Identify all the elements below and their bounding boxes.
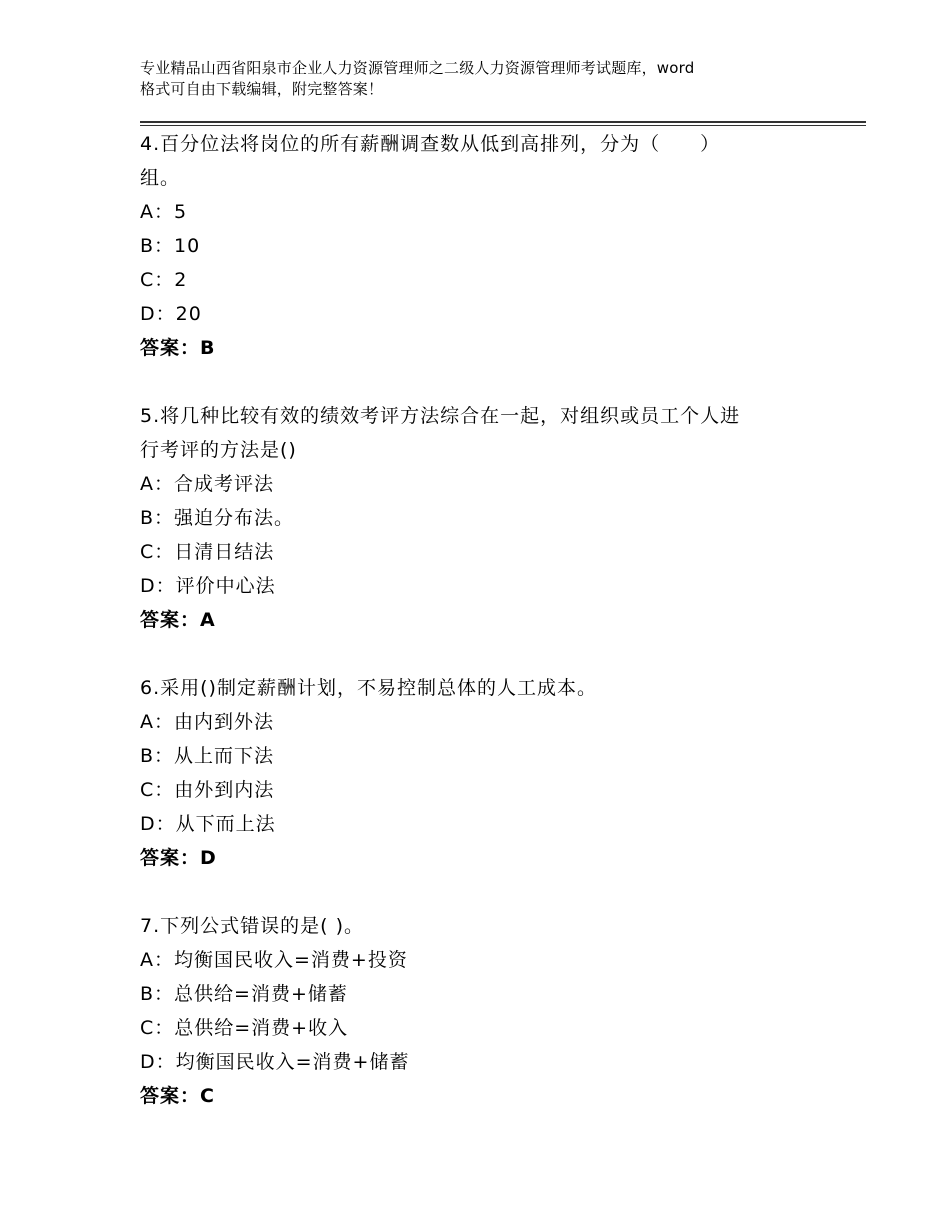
- header-divider-thin: [140, 125, 866, 126]
- option-a: A：5: [140, 201, 188, 223]
- option-d: D：评价中心法: [140, 575, 276, 597]
- question-4: [140, 127, 820, 365]
- answer-label: 答案：C: [140, 1085, 215, 1107]
- option-b: B：从上而下法: [140, 745, 275, 767]
- document-header: [140, 58, 840, 100]
- question-stem-line: 6.采用()制定薪酬计划，不易控制总体的人工成本。: [140, 677, 597, 699]
- question-stem-line: 行考评的方法是(): [140, 439, 297, 461]
- header-divider-thick: [140, 121, 866, 123]
- option-b: B：总供给=消费+储蓄: [140, 983, 348, 1005]
- option-c: C：总供给=消费+收入: [140, 1017, 349, 1039]
- option-a: A：合成考评法: [140, 473, 274, 495]
- option-b: B：10: [140, 235, 201, 257]
- question-list: [140, 127, 820, 1113]
- question-7: [140, 909, 820, 1113]
- header-line-1: 专业精品山西省阳泉市企业人力资源管理师之二级人力资源管理师考试题库，word: [140, 59, 695, 77]
- option-a: A：由内到外法: [140, 711, 274, 733]
- question-spacer: [140, 875, 820, 909]
- header-line-2: 格式可自由下载编辑，附完整答案！: [140, 80, 384, 98]
- question-stem-line: 组。: [140, 167, 181, 189]
- option-c: C：日清日结法: [140, 541, 275, 563]
- question-5: [140, 399, 820, 637]
- option-c: C：2: [140, 269, 188, 291]
- question-spacer: [140, 365, 820, 399]
- option-d: D：20: [140, 303, 202, 325]
- question-6: [140, 671, 820, 875]
- question-spacer: [140, 637, 820, 671]
- answer-label: 答案：D: [140, 847, 217, 869]
- option-b: B：强迫分布法。: [140, 507, 295, 529]
- option-d: D：从下而上法: [140, 813, 276, 835]
- answer-label: 答案：A: [140, 609, 216, 631]
- question-stem-line: 4.百分位法将岗位的所有薪酬调查数从低到高排列，分为（ ）: [140, 133, 721, 155]
- answer-label: 答案：B: [140, 337, 216, 359]
- question-stem-line: 7.下列公式错误的是( )。: [140, 915, 364, 937]
- question-stem-line: 5.将几种比较有效的绩效考评方法综合在一起，对组织或员工个人进: [140, 405, 741, 427]
- option-a: A：均衡国民收入=消费+投资: [140, 949, 408, 971]
- option-d: D：均衡国民收入=消费+储蓄: [140, 1051, 410, 1073]
- option-c: C：由外到内法: [140, 779, 275, 801]
